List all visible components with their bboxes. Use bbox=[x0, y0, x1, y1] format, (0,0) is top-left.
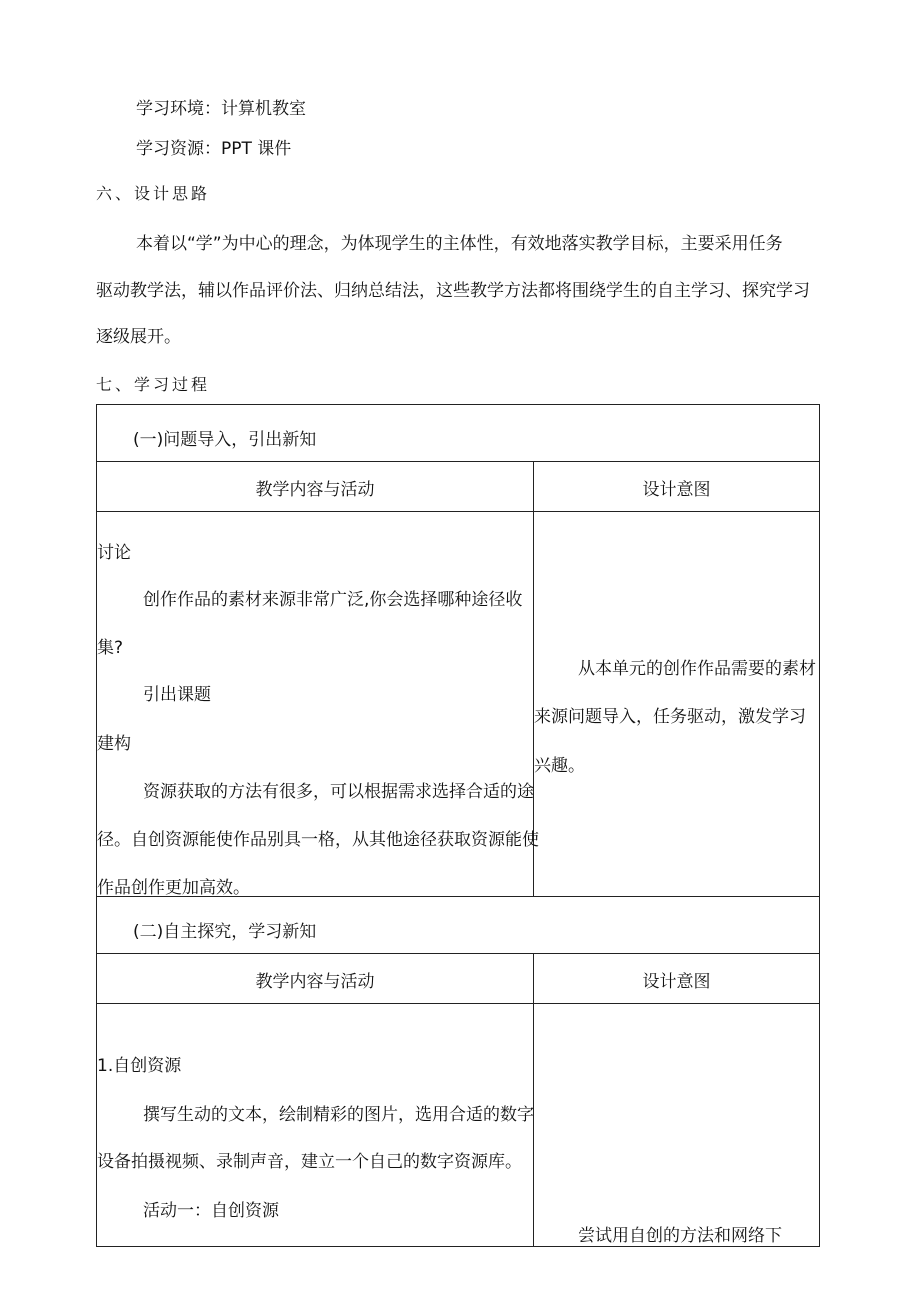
section-one-intent-cell bbox=[534, 512, 820, 897]
section-two-header-row bbox=[97, 954, 820, 1004]
learning-environment-value: 计算机教室 bbox=[221, 99, 306, 119]
learning-environment-line bbox=[136, 94, 306, 119]
content-line: 径。自创资源能使作品别具一格，从其他途径获取资源能使 bbox=[97, 830, 539, 850]
section-two-title-cell bbox=[97, 897, 820, 954]
section-one-title-cell bbox=[97, 405, 820, 462]
learning-resources-label: 学习资源： bbox=[136, 139, 221, 159]
content-line: 撰写生动的文本，绘制精彩的图片，选用合适的数字 bbox=[143, 1105, 534, 1125]
section-two-body-row bbox=[97, 1004, 820, 1247]
content-line: 1.自创资源 bbox=[97, 1056, 182, 1076]
content-line: 作品创作更加高效。 bbox=[97, 878, 250, 898]
section-two-content-header bbox=[97, 954, 534, 1004]
design-paragraph-line-2: 驱动教学法，辅以作品评价法、归纳总结法，这些教学方法都将围绕学生的自主学习、探究学习 bbox=[96, 281, 810, 301]
content-header-label: 教学内容与活动 bbox=[255, 480, 375, 500]
content-line: 讨论 bbox=[97, 543, 131, 563]
content-line: 创作作品的素材来源非常广泛,你会选择哪种途径收 bbox=[143, 590, 523, 610]
learning-resources-value: PPT 课件 bbox=[221, 139, 292, 159]
design-paragraph-line-1: 本着以“学”为中心的理念，为体现学生的主体性，有效地落实教学目标，主要采用任务 bbox=[136, 234, 783, 254]
intent-line: 尝试用自创的方法和网络下 bbox=[578, 1226, 782, 1246]
section-two-title: (二)自主探究，学习新知 bbox=[133, 922, 317, 942]
section-one-title-row bbox=[97, 405, 820, 462]
section-one-title: (一)问题导入，引出新知 bbox=[133, 430, 317, 450]
content-line: 建构 bbox=[97, 734, 131, 754]
section-seven-heading: 七、学习过程 bbox=[96, 375, 211, 394]
section-two-title-row bbox=[97, 897, 820, 954]
intent-header-label: 设计意图 bbox=[642, 480, 711, 500]
section-one-intent-header bbox=[534, 462, 820, 512]
intent-line: 来源问题导入，任务驱动，激发学习 bbox=[534, 707, 806, 727]
content-line: 集? bbox=[97, 638, 124, 658]
section-one-body-row bbox=[97, 512, 820, 897]
learning-process-table bbox=[96, 404, 820, 1247]
section-six-heading: 六、设计思路 bbox=[96, 184, 211, 203]
section-two-content-cell bbox=[97, 1004, 534, 1247]
content-line: 引出课题 bbox=[143, 685, 211, 705]
content-header-label: 教学内容与活动 bbox=[255, 972, 375, 992]
learning-environment-label: 学习环境： bbox=[136, 99, 221, 119]
design-paragraph-line-3: 逐级展开。 bbox=[96, 327, 181, 347]
content-line: 设备拍摄视频、录制声音，建立一个自己的数字资源库。 bbox=[97, 1152, 522, 1172]
learning-resources-line bbox=[136, 134, 291, 159]
content-line: 活动一：自创资源 bbox=[143, 1201, 279, 1221]
section-two-intent-cell bbox=[534, 1004, 820, 1247]
section-one-header-row bbox=[97, 462, 820, 512]
section-two-intent-header bbox=[534, 954, 820, 1004]
intent-header-label: 设计意图 bbox=[642, 972, 711, 992]
intent-line: 从本单元的创作作品需要的素材 bbox=[578, 659, 816, 679]
section-one-content-cell bbox=[97, 512, 539, 898]
intent-line: 兴趣。 bbox=[534, 756, 585, 776]
content-line: 资源获取的方法有很多，可以根据需求选择合适的途 bbox=[143, 782, 534, 802]
section-one-content-header bbox=[97, 462, 534, 512]
